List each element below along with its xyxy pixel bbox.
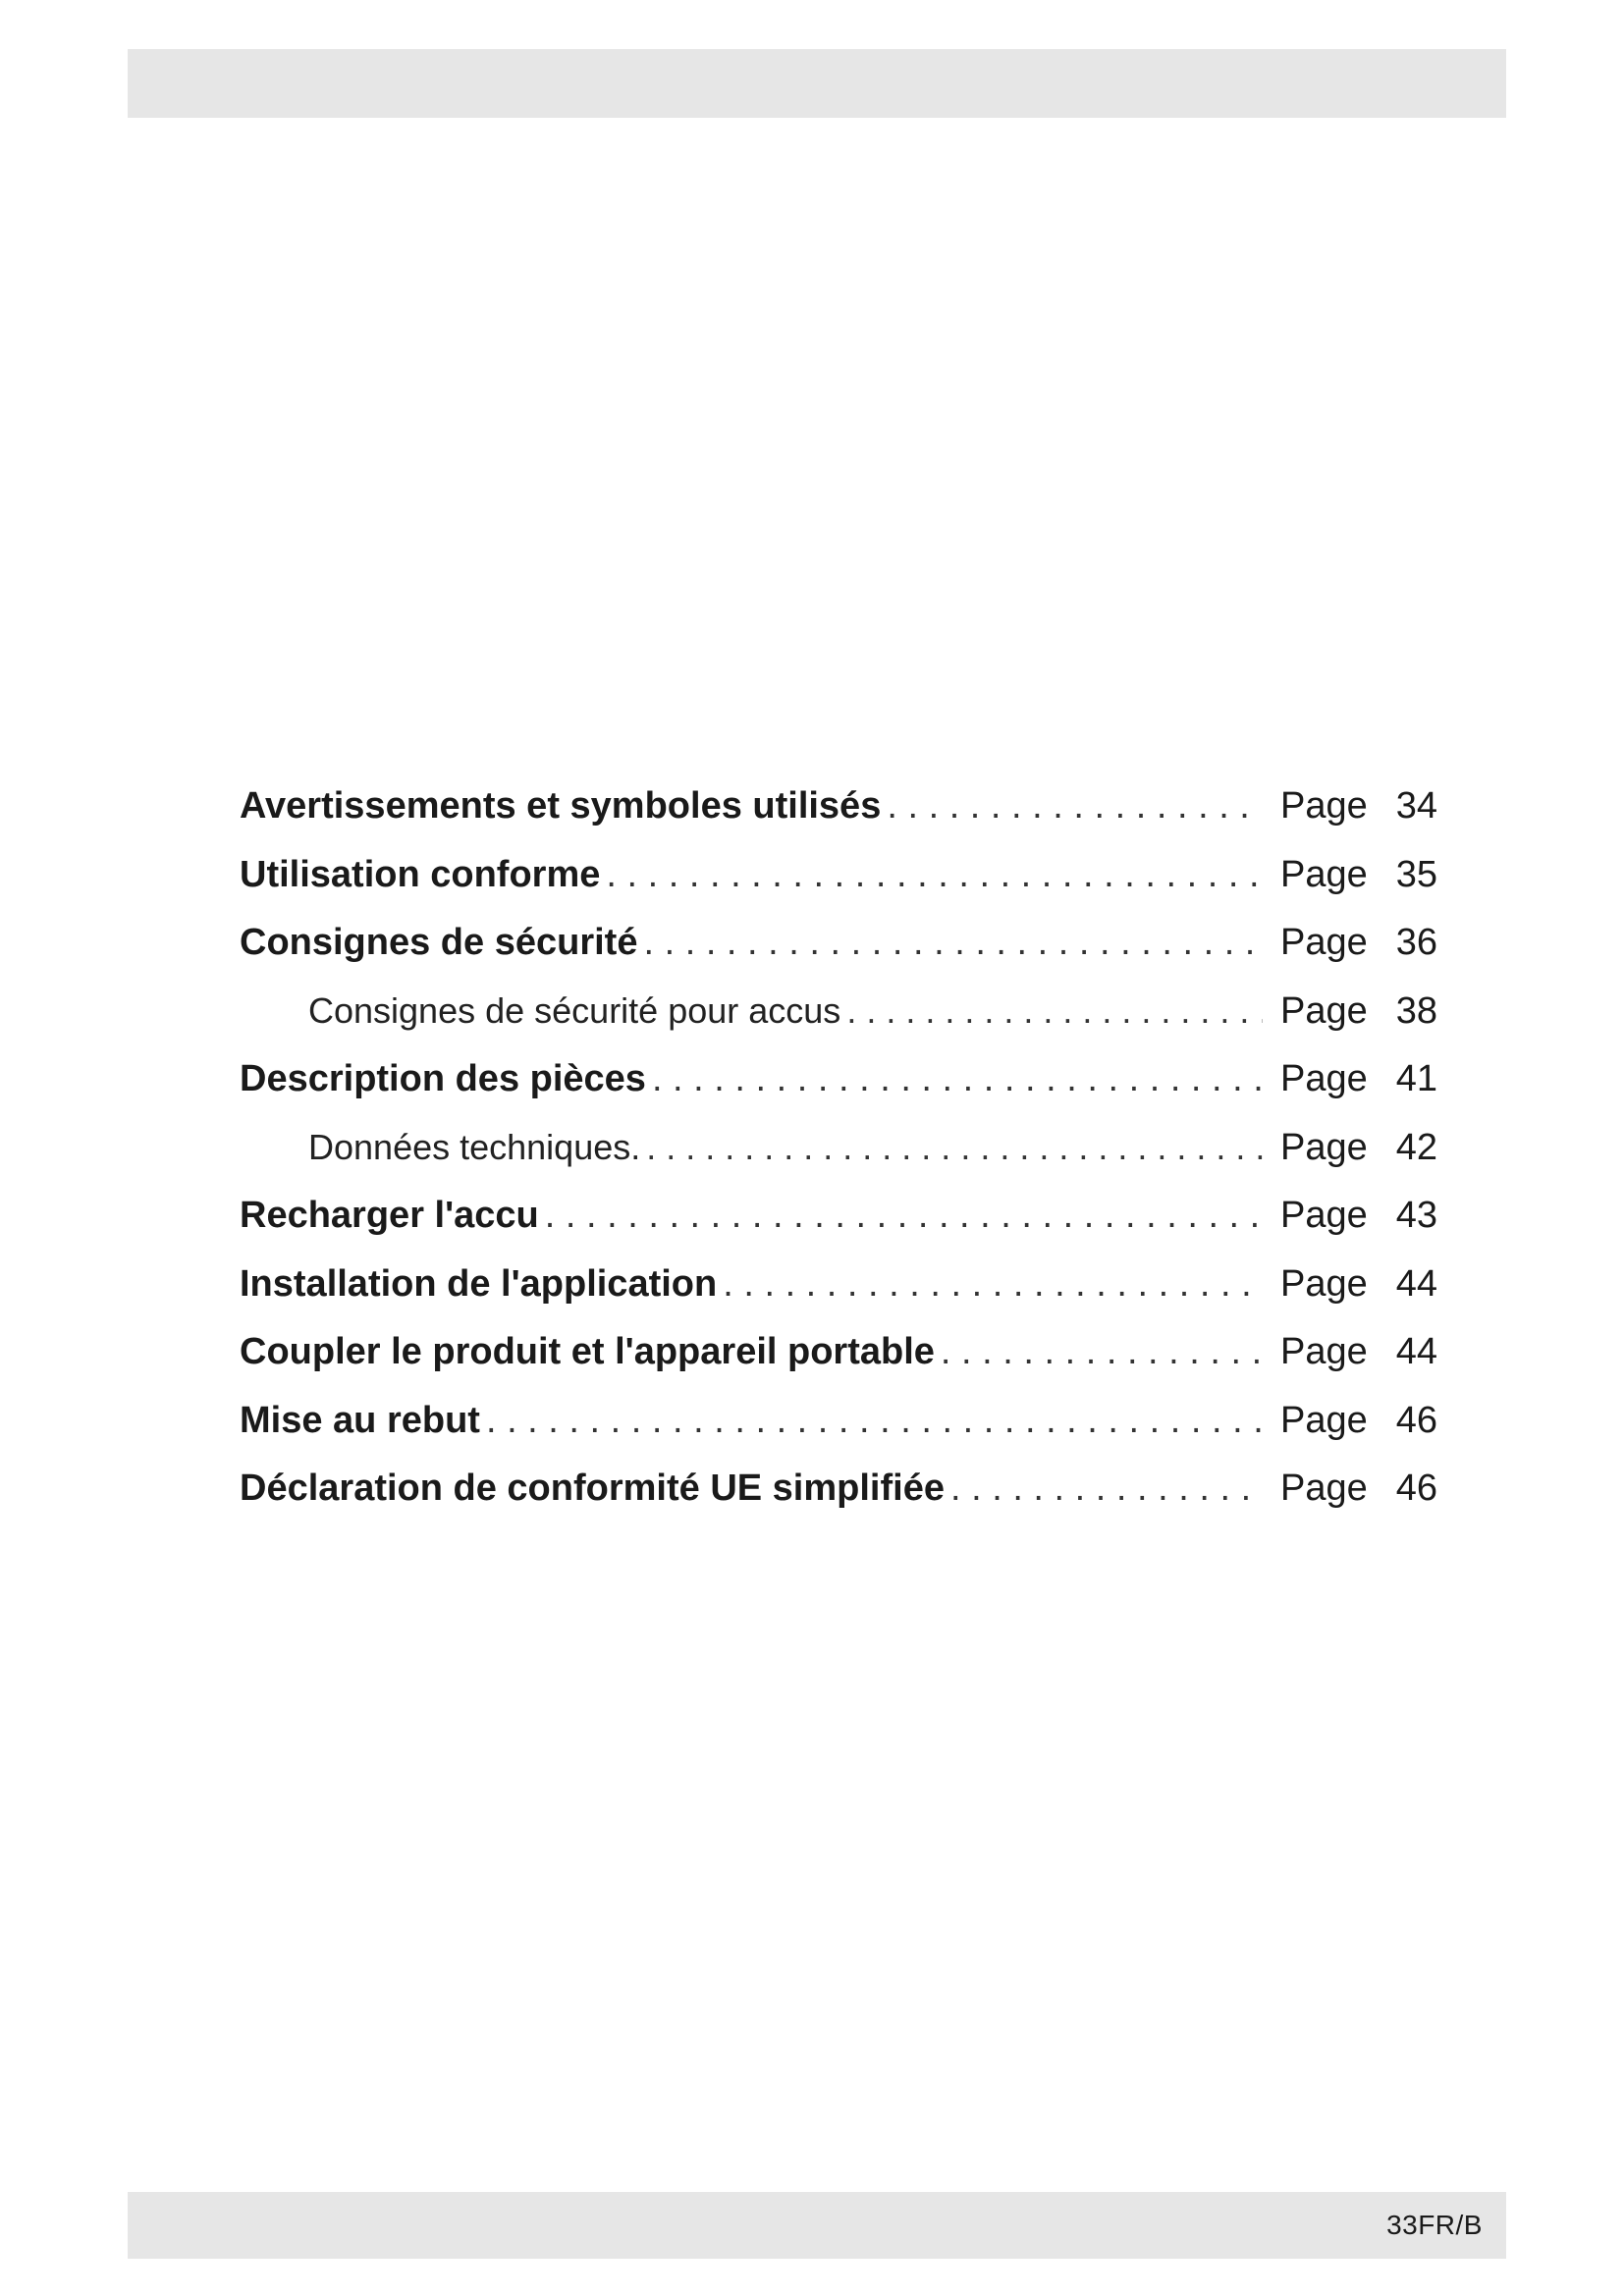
- table-of-contents: [240, 785, 1437, 1536]
- toc-page-number: 35: [1395, 853, 1437, 895]
- toc-entry-title: Mise au rebut: [240, 1399, 480, 1441]
- toc-page-number: 44: [1395, 1262, 1437, 1305]
- toc-entry-title: Consignes de sécurité: [240, 922, 638, 963]
- toc-page-label: Page: [1280, 1399, 1368, 1441]
- dot-leader: [846, 990, 1263, 1032]
- toc-entry-disposal[interactable]: [240, 1400, 1437, 1468]
- toc-entry-title: Avertissements et symboles utilisés: [240, 785, 882, 827]
- dot-leader: [486, 1400, 1263, 1442]
- toc-entry-title: Utilisation conforme: [240, 853, 601, 895]
- dot-leader: [950, 1468, 1263, 1510]
- toc-page-label: Page: [1280, 1331, 1368, 1372]
- toc-page-number: 44: [1395, 1331, 1437, 1372]
- toc-entry-warnings-symbols[interactable]: [240, 785, 1437, 854]
- toc-page-number: 41: [1395, 1058, 1437, 1099]
- toc-entry-title: Données techniques.: [308, 1126, 641, 1167]
- toc-entry-title: Déclaration de conformité UE simplifiée: [240, 1468, 945, 1509]
- toc-entry-battery-safety[interactable]: [240, 990, 1437, 1059]
- toc-page-number: 43: [1395, 1195, 1437, 1236]
- toc-entry-intended-use[interactable]: [240, 854, 1437, 923]
- dot-leader: [941, 1331, 1263, 1373]
- toc-page-label: Page: [1280, 1262, 1368, 1305]
- toc-page-label: Page: [1280, 853, 1368, 895]
- toc-page-label: Page: [1280, 785, 1368, 827]
- toc-entry-eu-declaration[interactable]: [240, 1468, 1437, 1536]
- toc-page-label: Page: [1280, 1195, 1368, 1236]
- toc-page-label: Page: [1280, 1058, 1368, 1099]
- toc-entry-charge-battery[interactable]: [240, 1195, 1437, 1263]
- dot-leader: [646, 1127, 1263, 1168]
- toc-page-number: 46: [1395, 1399, 1437, 1441]
- toc-page-label: Page: [1280, 989, 1368, 1032]
- toc-entry-title: Installation de l'application: [240, 1262, 718, 1305]
- toc-entry-title: Consignes de sécurité pour accus: [308, 989, 841, 1031]
- toc-entry-title: Coupler le produit et l'appareil portable: [240, 1331, 935, 1372]
- dot-leader: [652, 1058, 1263, 1100]
- header-band: [128, 49, 1506, 118]
- dot-leader: [887, 785, 1263, 828]
- toc-page-number: 34: [1395, 785, 1437, 827]
- toc-page-label: Page: [1280, 1126, 1368, 1168]
- toc-entry-pair-device[interactable]: [240, 1331, 1437, 1400]
- toc-page-number: 38: [1395, 989, 1437, 1032]
- toc-entry-title: Description des pièces: [240, 1058, 646, 1099]
- dot-leader: [545, 1195, 1263, 1237]
- dot-leader: [723, 1263, 1263, 1306]
- toc-page-label: Page: [1280, 1468, 1368, 1509]
- toc-page-number: 42: [1395, 1126, 1437, 1168]
- toc-entry-safety-instructions[interactable]: [240, 922, 1437, 990]
- toc-entry-title: Recharger l'accu: [240, 1195, 539, 1236]
- toc-page-label: Page: [1280, 922, 1368, 963]
- dot-leader: [643, 922, 1263, 964]
- toc-entry-app-installation[interactable]: [240, 1263, 1437, 1332]
- toc-entry-parts-description[interactable]: [240, 1058, 1437, 1127]
- dot-leader: [606, 854, 1263, 896]
- toc-entry-technical-data[interactable]: [240, 1127, 1437, 1196]
- toc-page-number: 46: [1395, 1468, 1437, 1509]
- footer-band: [128, 2192, 1506, 2259]
- page-number: 33FR/B: [1386, 2210, 1483, 2240]
- toc-page-number: 36: [1395, 922, 1437, 963]
